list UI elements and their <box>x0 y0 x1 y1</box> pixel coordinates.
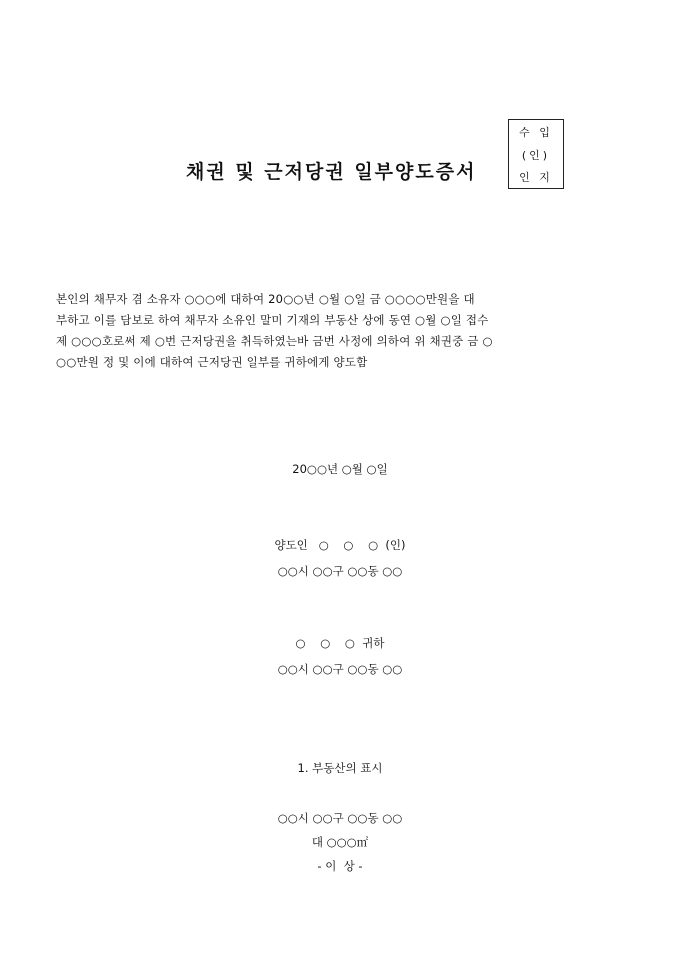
assignor-line: 양도인 ○ ○ ○ (인) <box>274 538 406 552</box>
stamp-seal-mark: (인) <box>521 148 551 162</box>
body-line: 본인의 채무자 겸 소유자 ○○○에 대하여 20○○년 ○월 ○일 금 ○○○○만원을 대 <box>56 292 475 306</box>
document-date: 20○○년 ○월 ○일 <box>292 462 388 476</box>
recipient-address: ○○시 ○○구 ○○동 ○○ <box>277 662 403 676</box>
body-line: 제 ○○○호로써 제 ○번 근저당권을 취득하였는바 금번 사정에 의하여 위 채권중 금 ○ <box>56 334 493 348</box>
assignor-address: ○○시 ○○구 ○○동 ○○ <box>277 564 403 578</box>
body-line: ○○만원 정 및 이에 대하여 근저당권 일부를 귀하에게 양도함 <box>56 355 368 369</box>
closing-mark: - 이 상 - <box>317 859 363 873</box>
property-area: 대 ○○○㎡ <box>311 835 369 849</box>
recipient-line: ○ ○ ○ 귀하 <box>295 636 385 650</box>
section-heading: 1. 부동산의 표시 <box>297 761 383 775</box>
stamp-label-top: 수 입 <box>519 126 553 139</box>
stamp-label-bottom: 인 지 <box>519 171 553 184</box>
body-line: 부하고 이를 담보로 하여 채무자 소유인 말미 기재의 부동산 상에 동연 ○월 ○일 접수 <box>56 313 489 327</box>
property-address: ○○시 ○○구 ○○동 ○○ <box>277 811 403 825</box>
revenue-stamp-box <box>508 119 564 189</box>
document-title: 채권 및 근저당권 일부양도증서 <box>186 161 477 183</box>
body-paragraph <box>56 289 624 373</box>
